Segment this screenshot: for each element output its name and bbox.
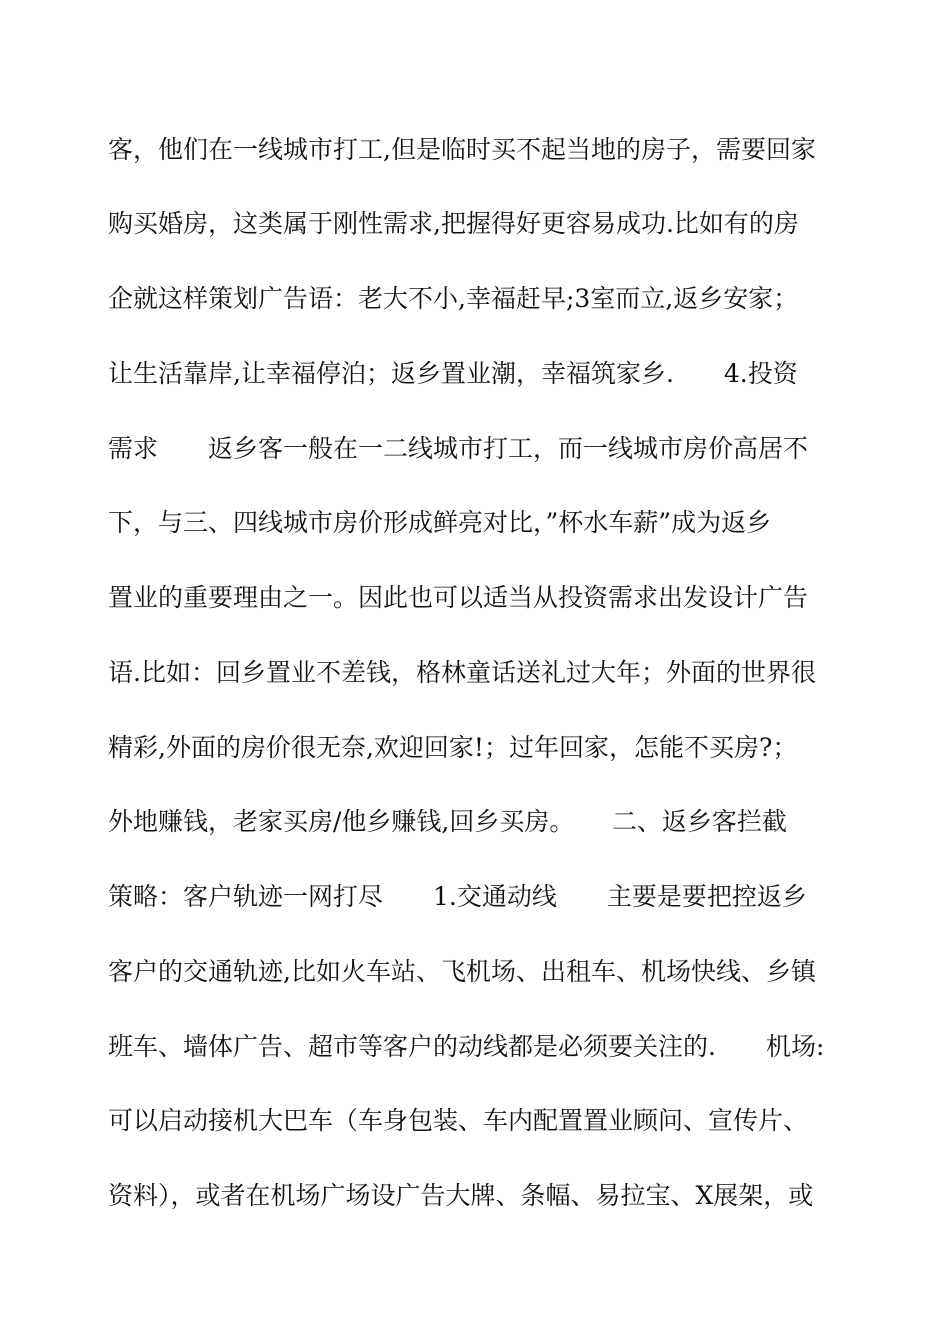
text-line: 班车、墙体广告、超市等客户的动线都是必须要关注的. 机场: [108, 1032, 825, 1061]
text-line: 需求 返乡客一般在一二线城市打工，而一线城市房价高居不 [108, 434, 809, 463]
text-line: 下，与三、四线城市房价形成鲜亮对比，”杯水车薪”成为返乡 [108, 508, 772, 537]
text-line: 策略：客户轨迹一网打尽 1.交通动线 主要是要把控返乡 [108, 882, 807, 911]
text-line: 购买婚房，这类属于刚性需求,把握得好更容易成功.比如有的房 [108, 209, 799, 238]
text-line: 语.比如：回乡置业不差钱，格林童话送礼过大年；外面的世界很 [108, 658, 816, 687]
text-line: 置业的重要理由之一。因此也可以适当从投资需求出发设计广告 [108, 583, 809, 612]
text-line: 可以启动接机大巴车（车身包装、车内配置置业顾问、宣传片、 [108, 1106, 809, 1135]
text-line: 外地赚钱，老家买房/他乡赚钱,回乡买房。 二、返乡客拦截 [108, 807, 787, 836]
text-line: 让生活靠岸,让幸福停泊；返乡置业潮，幸福筑家乡. 4.投资 [108, 359, 798, 388]
text-line: 客户的交通轨迹,比如火车站、飞机场、出租车、机场快线、乡镇 [108, 957, 816, 986]
text-line: 客，他们在一线城市打工,但是临时买不起当地的房子，需要回家 [108, 135, 816, 164]
text-line: 资料），或者在机场广场设广告大牌、条幅、易拉宝、X展架，或 [108, 1181, 814, 1210]
text-line: 企就这样策划广告语：老大不小,幸福赶早;3室而立,返乡安家； [108, 284, 799, 313]
text-line: 精彩,外面的房价很无奈,欢迎回家!；过年回家，怎能不买房?； [108, 733, 798, 762]
